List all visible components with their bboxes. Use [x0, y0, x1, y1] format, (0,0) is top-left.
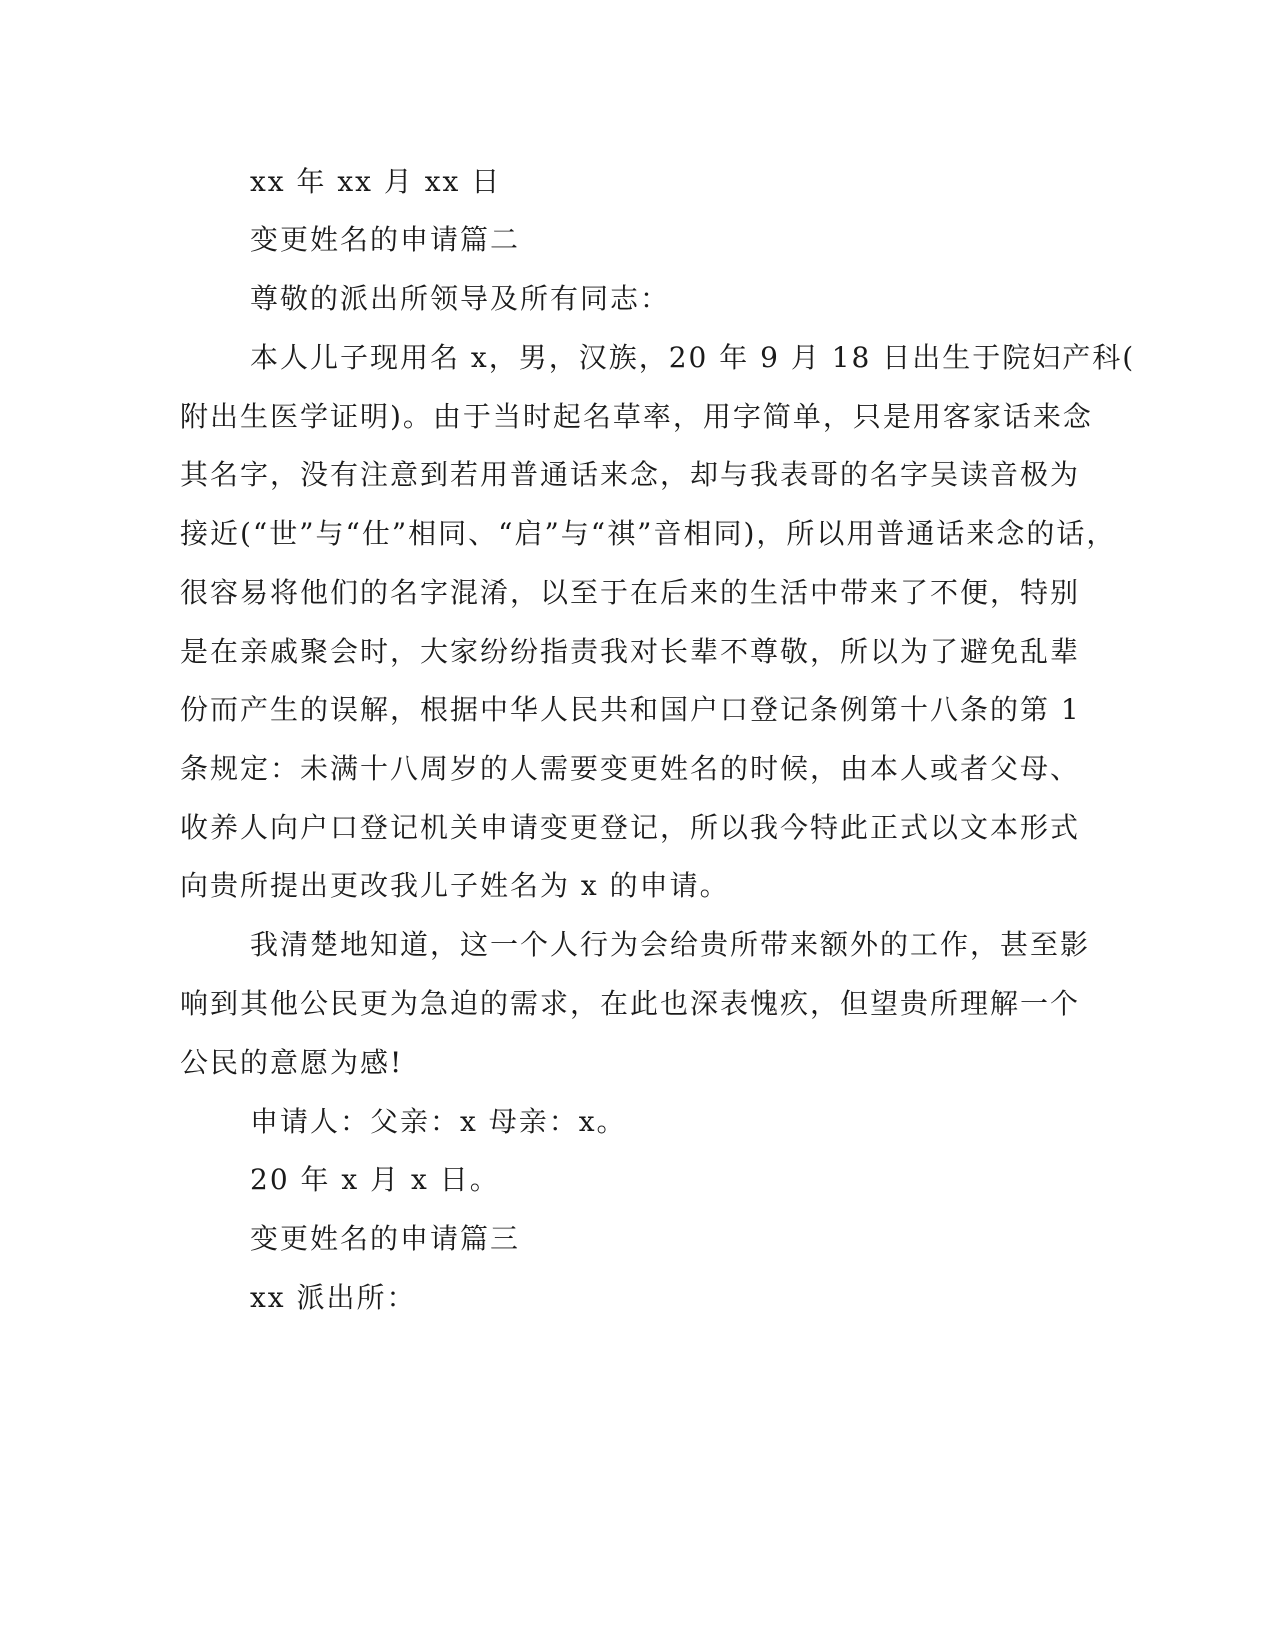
paragraph-line: 向贵所提出更改我儿子姓名为 x 的申请。 [180, 869, 730, 902]
date-line: 20 年 x 月 x 日。 [250, 1163, 500, 1196]
section-heading-2: 变更姓名的申请篇二 [250, 223, 521, 256]
paragraph-line: 条规定：未满十八周岁的人需要变更姓名的时候，由本人或者父母、 [180, 752, 1081, 785]
paragraph-line: 我清楚地知道，这一个人行为会给贵所带来额外的工作，甚至影 [250, 928, 1091, 961]
paragraph-line: 很容易将他们的名字混淆，以至于在后来的生活中带来了不便，特别 [180, 576, 1081, 609]
section-heading-3: 变更姓名的申请篇三 [250, 1222, 521, 1255]
paragraph-line: 接近(“世”与“仕”相同、“启”与“祺”音相同)，所以用普通话来念的话， [180, 517, 1117, 550]
applicant-line: 申请人：父亲：x 母亲：x。 [250, 1105, 627, 1138]
date-line: xx 年 xx 月 xx 日 [250, 165, 502, 198]
paragraph-line: 响到其他公民更为急迫的需求，在此也深表愧疚，但望贵所理解一个 [180, 987, 1081, 1020]
recipient-line: xx 派出所： [250, 1281, 417, 1314]
paragraph-line: 其名字，没有注意到若用普通话来念，却与我表哥的名字吴读音极为 [180, 458, 1081, 491]
paragraph-line: 收养人向户口登记机关申请变更登记，所以我今特此正式以文本形式 [180, 811, 1081, 844]
salutation: 尊敬的派出所领导及所有同志： [250, 282, 671, 315]
paragraph-line: 是在亲戚聚会时，大家纷纷指责我对长辈不尊敬，所以为了避免乱辈 [180, 635, 1081, 668]
paragraph-line: 公民的意愿为感! [180, 1046, 404, 1079]
paragraph-line: 本人儿子现用名 x，男，汉族，20 年 9 月 18 日出生于院妇产科( [250, 341, 1136, 374]
paragraph-line: 份而产生的误解，根据中华人民共和国户口登记条例第十八条的第 1 [180, 693, 1081, 726]
paragraph-line: 附出生医学证明)。由于当时起名草率，用字简单，只是用客家话来念 [180, 400, 1093, 433]
